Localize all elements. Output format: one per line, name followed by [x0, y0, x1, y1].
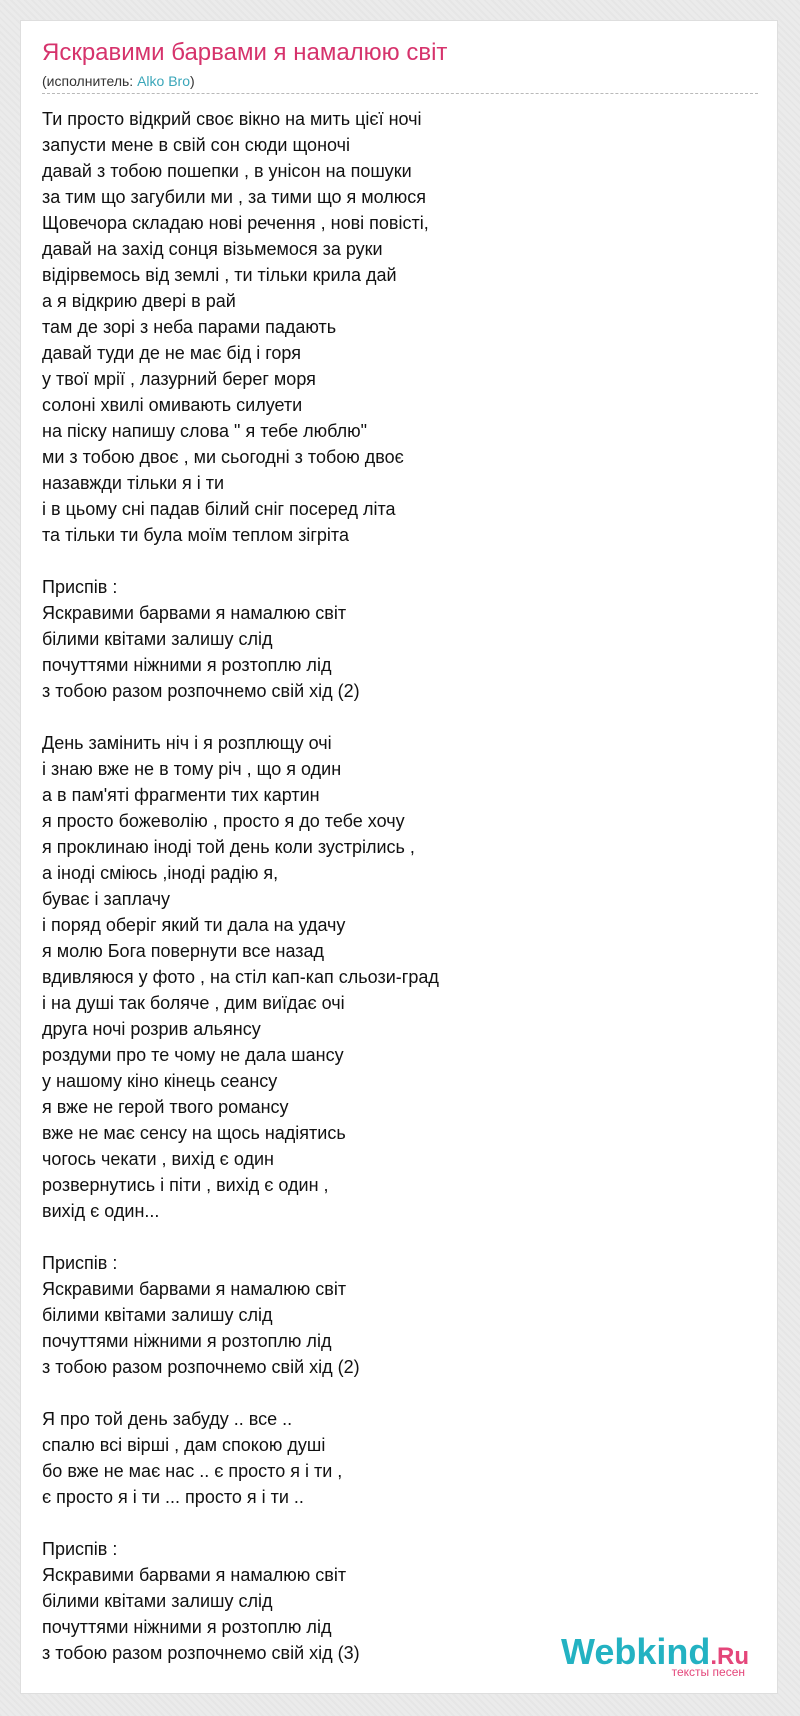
- lyric-line: Ти просто відкрий своє вікно на мить цієї ночі: [42, 109, 422, 129]
- lyric-line: білими квітами залишу слід: [42, 1305, 273, 1325]
- lyric-line: вдивляюся у фото , на стіл кап-кап сльози-град: [42, 967, 439, 987]
- lyric-line: відірвемось від землі , ти тільки крила дай: [42, 265, 397, 285]
- stanza-gap: [42, 1224, 439, 1250]
- lyric-line: у нашому кіно кінець сеансу: [42, 1071, 278, 1091]
- lyric-line: ми з тобою двоє , ми сьогодні з тобою двоє: [42, 447, 404, 467]
- lyric-line: друга ночі розрив альянсу: [42, 1019, 261, 1039]
- lyric-line: а іноді сміюсь ,іноді радію я,: [42, 863, 279, 883]
- lyric-line: запусти мене в свій сон сюди щоночі: [42, 135, 350, 155]
- lyric-line: давай туди де не має бід і горя: [42, 343, 301, 363]
- lyric-line: чогось чекати , вихід є один: [42, 1149, 274, 1169]
- stanza-gap: [42, 548, 439, 574]
- lyric-line: я молю Бога повернути все назад: [42, 941, 325, 961]
- artist-link[interactable]: Alko Bro: [137, 73, 191, 89]
- lyric-line: Приспів :: [42, 1539, 118, 1559]
- lyric-line: буває і заплачу: [42, 889, 170, 909]
- lyric-line: Яскравими барвами я намалюю світ: [42, 1565, 347, 1585]
- logo-wordmark: Webkind: [560, 1631, 711, 1672]
- lyric-line: там де зорі з неба парами падають: [42, 317, 337, 337]
- artist-line: [42, 73, 195, 89]
- lyric-line: вже не має сенсу на щось надіятись: [42, 1123, 346, 1143]
- lyric-line: роздуми про те чому не дала шансу: [42, 1045, 344, 1065]
- lyric-line: бо вже не має нас .. є просто я і ти ,: [42, 1461, 343, 1481]
- lyrics-card: [20, 20, 778, 1694]
- lyric-line: Приспів :: [42, 1253, 118, 1273]
- logo-tagline: тексты песен: [671, 1665, 745, 1679]
- lyric-line: за тим що загубили ми , за тими що я молюся: [42, 187, 427, 207]
- lyric-line: та тільки ти була моїм теплом зігріта: [42, 525, 349, 545]
- title-divider: [42, 93, 758, 94]
- lyric-line: у твої мрії , лазурний берег моря: [42, 369, 316, 389]
- lyric-line: почуттями ніжними я розтоплю лід: [42, 1331, 332, 1351]
- lyric-line: а в пам'яті фрагменти тих картин: [42, 785, 320, 805]
- lyric-line: назавжди тільки я і ти: [42, 473, 225, 493]
- lyric-line: з тобою разом розпочнемо свій хід (3): [42, 1643, 360, 1663]
- lyric-line: давай з тобою пошепки , в унісон на пошуки: [42, 161, 412, 181]
- lyric-line: Я про той день забуду .. все ..: [42, 1409, 293, 1429]
- lyric-line: Щовечора складаю нові речення , нові повісті,: [42, 213, 429, 233]
- lyric-line: давай на захід сонця візьмемося за руки: [42, 239, 383, 259]
- lyric-line: вихід є один...: [42, 1201, 160, 1221]
- stanza-gap: [42, 1380, 439, 1406]
- lyric-line: розвернутись і піти , вихід є один ,: [42, 1175, 329, 1195]
- logo-tld: .Ru: [710, 1643, 749, 1670]
- lyric-line: і на душі так боляче , дим виїдає очі: [42, 993, 345, 1013]
- lyric-line: я проклинаю іноді той день коли зустрілись ,: [42, 837, 415, 857]
- lyric-line: я вже не герой твого романсу: [42, 1097, 289, 1117]
- lyric-line: з тобою разом розпочнемо свій хід (2): [42, 681, 360, 701]
- lyric-line: білими квітами залишу слід: [42, 1591, 273, 1611]
- lyric-line: на піску напишу слова " я тебе люблю": [42, 421, 368, 441]
- lyric-line: почуттями ніжними я розтоплю лід: [42, 1617, 332, 1637]
- lyric-line: Яскравими барвами я намалюю світ: [42, 1279, 347, 1299]
- lyric-line: і знаю вже не в тому річ , що я один: [42, 759, 342, 779]
- stanza-gap: [42, 1510, 439, 1536]
- artist-prefix: (исполнитель:: [42, 73, 138, 89]
- lyric-line: а я відкрию двері в рай: [42, 291, 236, 311]
- stanza-gap: [42, 704, 439, 730]
- lyric-line: спалю всі вірші , дам спокою душі: [42, 1435, 326, 1455]
- lyric-line: з тобою разом розпочнемо свій хід (2): [42, 1357, 360, 1377]
- lyric-line: День замінить ніч і я розплющу очі: [42, 733, 332, 753]
- song-title: Яскравими барвами я намалюю світ: [42, 39, 448, 66]
- lyric-line: білими квітами залишу слід: [42, 629, 273, 649]
- lyric-line: я просто божеволію , просто я до тебе хочу: [42, 811, 405, 831]
- lyric-line: є просто я і ти ... просто я і ти ..: [42, 1487, 304, 1507]
- lyrics-text: [42, 106, 439, 1666]
- site-logo[interactable]: [560, 1631, 749, 1679]
- artist-suffix: ): [190, 73, 195, 89]
- lyric-line: почуттями ніжними я розтоплю лід: [42, 655, 332, 675]
- lyric-line: і поряд оберіг який ти дала на удачу: [42, 915, 346, 935]
- lyric-line: і в цьому сні падав білий сніг посеред літа: [42, 499, 396, 519]
- lyric-line: Приспів :: [42, 577, 118, 597]
- lyric-line: Яскравими барвами я намалюю світ: [42, 603, 347, 623]
- lyric-line: солоні хвилі омивають силуети: [42, 395, 303, 415]
